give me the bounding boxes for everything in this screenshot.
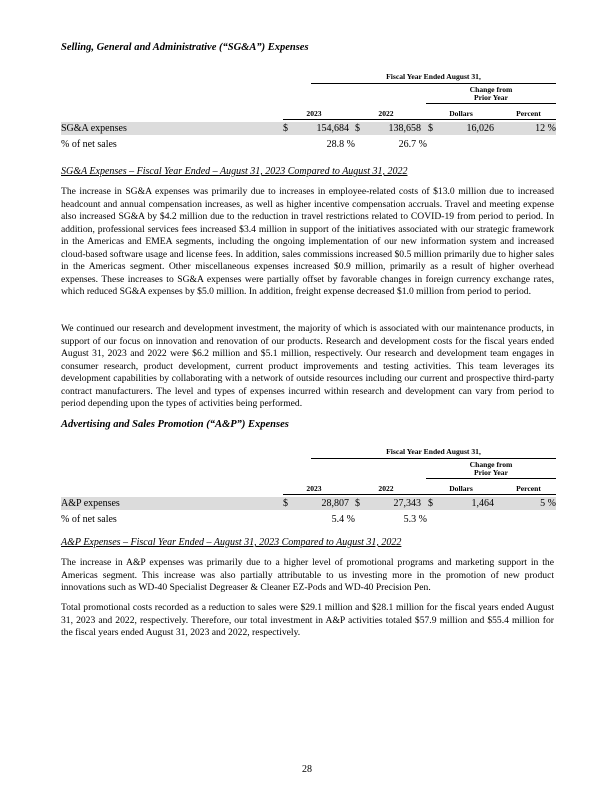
ap-subheading: A&P Expenses – Fiscal Year Ended – August 31, 2023 Compared to August 31, 2022 bbox=[61, 537, 402, 548]
value-2023: 154,684 bbox=[316, 123, 349, 134]
sga-fy-header: Fiscal Year Ended August 31, bbox=[386, 72, 481, 81]
table-row bbox=[61, 138, 556, 151]
row-label: % of net sales bbox=[61, 514, 117, 525]
table-row bbox=[61, 497, 556, 510]
table-row bbox=[61, 122, 556, 135]
row-label: SG&A expenses bbox=[61, 123, 127, 134]
value-dollars: 1,464 bbox=[471, 498, 494, 509]
ap-change-header-rule bbox=[426, 478, 556, 479]
page-number: 28 bbox=[302, 764, 312, 775]
sga-change-header-2: Prior Year bbox=[474, 93, 508, 102]
ap-paragraph-1: The increase in A&P expenses was primarily due to a higher level of promotional programs and marketing support in the Americas segment. This increase was also partially attributable to us investing more in the promotion of new product innovations such as WD-40 Specialist Degreaser & Cleaner EZ-Pods and WD-40 Precision Pen. bbox=[61, 557, 554, 594]
ap-col-2023: 2023 bbox=[306, 484, 322, 493]
sga-col-2023: 2023 bbox=[306, 109, 322, 118]
sga-subheading: SG&A Expenses – Fiscal Year Ended – August 31, 2023 Compared to August 31, 2022 bbox=[61, 166, 408, 177]
currency-symbol: $ bbox=[283, 498, 288, 509]
sga-col-header-rule bbox=[283, 119, 556, 120]
ap-col-percent: Percent bbox=[516, 484, 541, 493]
sga-col-percent: Percent bbox=[516, 109, 541, 118]
value-2022: 138,658 bbox=[388, 123, 421, 134]
value-dollars: 16,026 bbox=[466, 123, 494, 134]
sga-change-header-rule bbox=[426, 103, 556, 104]
value-2022: 27,343 bbox=[393, 498, 421, 509]
currency-symbol: $ bbox=[355, 498, 360, 509]
row-label: A&P expenses bbox=[61, 498, 120, 509]
sga-col-2022: 2022 bbox=[378, 109, 394, 118]
sga-paragraph-2: We continued our research and development investment, the majority of which is associated with our maintenance products, in support of our focus on innovation and renovation of our products. Research and development costs for the fiscal years ended August 31, 2023 and 2022 were $6.2 million and $5.1 million, respectively. Our research and development team engages in consumer research, product development, current product improvements and testing activities. This team leverages its development capabilities by collaborating with a network of outside resources including our current and prospective third-party contract manufacturers. The level and types of expenses incurred within research and development can vary from period to period depending upon the types of activities being performed. bbox=[61, 323, 554, 410]
ap-paragraph-2: Total promotional costs recorded as a reduction to sales were $29.1 million and $28.1 million for the fiscal years ended August 31, 2023 and 2022, respectively. Therefore, our total investment in A&P activities totaled $57.9 million and $55.4 million for the fiscal years ended August 31, 2023 and 2022, respectively. bbox=[61, 602, 554, 639]
value-2022: 5.3 % bbox=[403, 514, 427, 525]
currency-symbol: $ bbox=[428, 123, 433, 134]
value-percent: 12 % bbox=[535, 123, 556, 134]
sga-change-header-1: Change from bbox=[469, 85, 513, 94]
ap-change-header-2: Prior Year bbox=[474, 468, 508, 477]
ap-heading: Advertising and Sales Promotion (“A&P”) Expenses bbox=[61, 419, 289, 430]
ap-fy-header: Fiscal Year Ended August 31, bbox=[386, 447, 481, 456]
row-label: % of net sales bbox=[61, 139, 117, 150]
ap-col-dollars: Dollars bbox=[449, 484, 473, 493]
table-row bbox=[61, 513, 556, 526]
ap-change-header-1: Change from bbox=[469, 460, 513, 469]
value-2023: 5.4 % bbox=[331, 514, 355, 525]
ap-fy-header-rule bbox=[311, 458, 556, 459]
value-2022: 26.7 % bbox=[398, 139, 427, 150]
ap-col-2022: 2022 bbox=[378, 484, 394, 493]
currency-symbol: $ bbox=[355, 123, 360, 134]
ap-col-header-rule bbox=[283, 494, 556, 495]
value-percent: 5 % bbox=[540, 498, 556, 509]
currency-symbol: $ bbox=[428, 498, 433, 509]
sga-fy-header-rule bbox=[311, 83, 556, 84]
sga-table bbox=[61, 72, 556, 152]
ap-table bbox=[61, 447, 556, 527]
value-2023: 28.8 % bbox=[326, 139, 355, 150]
currency-symbol: $ bbox=[283, 123, 288, 134]
sga-heading: Selling, General and Administrative (“SG&A”) Expenses bbox=[61, 42, 309, 53]
value-2023: 28,807 bbox=[321, 498, 349, 509]
sga-paragraph-1: The increase in SG&A expenses was primarily due to increases in employee-related costs of $13.0 million due to increased headcount and annual compensation increases, as well as higher incentive compensation accruals. Travel and meeting expense also increased SG&A by $4.2 million due to the reduction in travel restrictions related to COVID-19 from period to period. In addition, professional services fees increased $3.4 million in support of the initiatives associated with our strategic framework in the Americas and EMEA segments, including the ongoing implementation of our new information system and increased cloud-based software usage and license fees. In addition, sales commissions increased $0.5 million primarily due to higher sales in the Americas segment. Other miscellaneous expenses increased $0.9 million, primarily as a result of higher overhead expenses. These increases to SG&A expenses were partially offset by favorable changes in foreign currency exchange rates, which reduced SG&A expenses by $5.0 million. In addition, freight expense decreased $1.0 million from period to period. bbox=[61, 186, 554, 298]
sga-col-dollars: Dollars bbox=[449, 109, 473, 118]
